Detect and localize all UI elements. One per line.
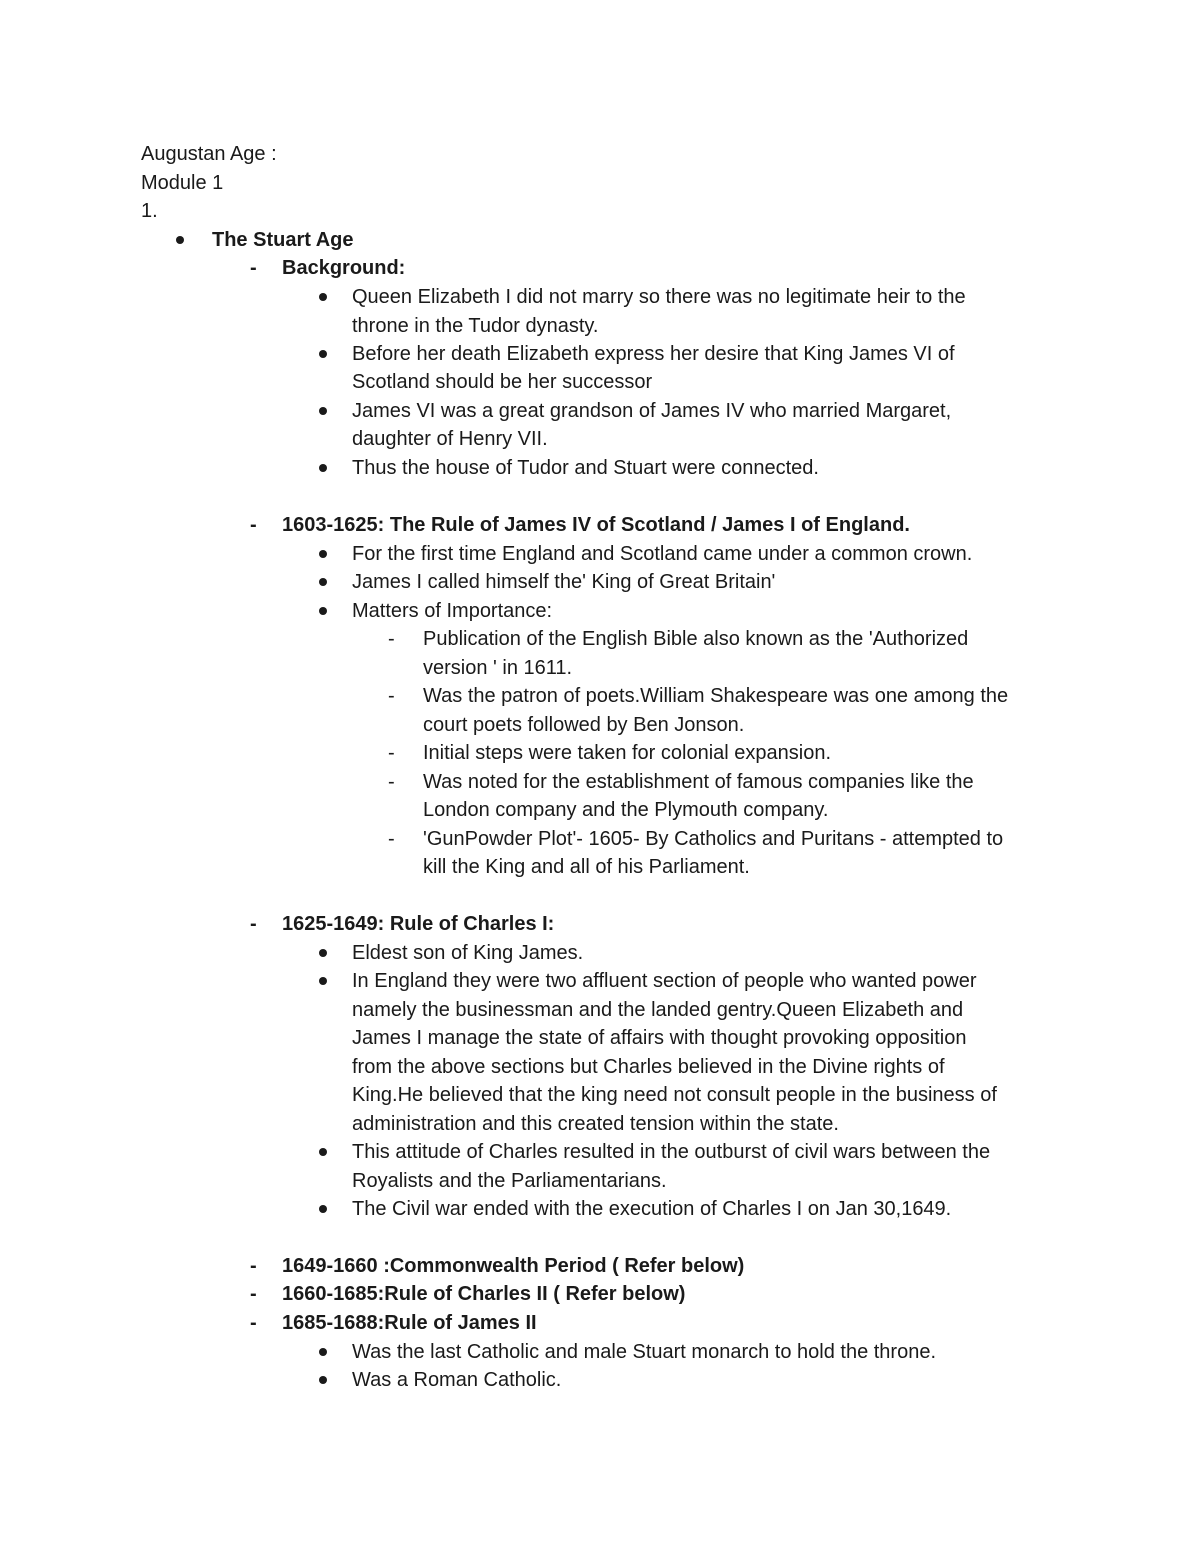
bullet-icon (319, 578, 327, 586)
bullet-icon (319, 1205, 327, 1213)
dash-icon: - (388, 742, 395, 764)
james-ii-heading: 1685-1688:Rule of James II (282, 1312, 537, 1334)
document-title: Augustan Age : (141, 143, 277, 165)
list-item-continued: daughter of Henry VII. (352, 428, 548, 450)
bullet-icon (176, 236, 184, 244)
background-heading: Background: (282, 257, 406, 279)
bullet-icon (319, 1376, 327, 1384)
bullet-icon (319, 949, 327, 957)
sub-item: 'GunPowder Plot'- 1605- By Catholics and Puritans - attempted to (423, 828, 1004, 850)
module-label: Module 1 (141, 172, 224, 194)
list-item-continued: namely the businessman and the landed gentry.Queen Elizabeth and (352, 999, 964, 1021)
dash-icon: - (250, 257, 257, 279)
charles-heading: 1625-1649: Rule of Charles I: (282, 913, 555, 935)
dash-icon: - (388, 685, 395, 707)
bullet-icon (319, 293, 327, 301)
dash-icon: - (388, 771, 395, 793)
list-item: Matters of Importance: (352, 600, 553, 622)
section-title: The Stuart Age (212, 229, 354, 251)
list-item-continued: from the above sections but Charles believed in the Divine rights of (352, 1056, 945, 1078)
bullet-icon (319, 350, 327, 358)
dash-icon: - (388, 628, 395, 650)
list-item: This attitude of Charles resulted in the outburst of civil wars between the (352, 1141, 991, 1163)
list-item: Queen Elizabeth I did not marry so there was no legitimate heir to the (352, 286, 966, 308)
dash-icon: - (250, 1255, 257, 1277)
sub-item: Was the patron of poets.William Shakespeare was one among the (423, 685, 1009, 707)
list-item: In England they were two affluent section of people who wanted power (352, 970, 977, 992)
dash-icon: - (250, 1283, 257, 1305)
sub-item-continued: London company and the Plymouth company. (423, 799, 829, 821)
list-item: Before her death Elizabeth express her desire that King James VI of (352, 343, 955, 365)
bullet-icon (319, 1348, 327, 1356)
bullet-icon (319, 464, 327, 472)
list-item-continued: King.He believed that the king need not consult people in the business of (352, 1084, 997, 1106)
section-number: 1. (141, 200, 158, 222)
list-item: For the first time England and Scotland came under a common crown. (352, 543, 973, 565)
list-item: Eldest son of King James. (352, 942, 584, 964)
sub-item-continued: version ' in 1611. (423, 657, 573, 679)
sub-item: Initial steps were taken for colonial expansion. (423, 742, 832, 764)
list-item: Was a Roman Catholic. (352, 1369, 562, 1391)
dash-icon: - (250, 1312, 257, 1334)
commonwealth-heading: 1649-1660 :Commonwealth Period ( Refer below) (282, 1255, 745, 1277)
bullet-icon (319, 1148, 327, 1156)
dash-icon: - (250, 913, 257, 935)
list-item-continued: administration and this created tension within the state. (352, 1113, 839, 1135)
list-item-continued: James I manage the state of affairs with thought provoking opposition (352, 1027, 967, 1049)
charles-ii-heading: 1660-1685:Rule of Charles II ( Refer below) (282, 1283, 686, 1305)
sub-item: Was noted for the establishment of famous companies like the (423, 771, 974, 793)
list-item-continued: Royalists and the Parliamentarians. (352, 1170, 667, 1192)
dash-icon: - (388, 828, 395, 850)
list-item: James I called himself the' King of Great Britain' (352, 571, 776, 593)
sub-item-continued: kill the King and all of his Parliament. (423, 856, 750, 878)
sub-item-continued: court poets followed by Ben Jonson. (423, 714, 745, 736)
list-item-continued: throne in the Tudor dynasty. (352, 315, 599, 337)
list-item: James VI was a great grandson of James IV who married Margaret, (352, 400, 952, 422)
list-item-continued: Scotland should be her successor (352, 371, 653, 393)
bullet-icon (319, 977, 327, 985)
list-item: Was the last Catholic and male Stuart monarch to hold the throne. (352, 1341, 937, 1363)
list-item: Thus the house of Tudor and Stuart were connected. (352, 457, 819, 479)
james-heading: 1603-1625: The Rule of James IV of Scotland / James I of England. (282, 514, 910, 536)
sub-item: Publication of the English Bible also known as the 'Authorized (423, 628, 969, 650)
bullet-icon (319, 550, 327, 558)
bullet-icon (319, 607, 327, 615)
bullet-icon (319, 407, 327, 415)
list-item: The Civil war ended with the execution of Charles I on Jan 30,1649. (352, 1198, 952, 1220)
dash-icon: - (250, 514, 257, 536)
